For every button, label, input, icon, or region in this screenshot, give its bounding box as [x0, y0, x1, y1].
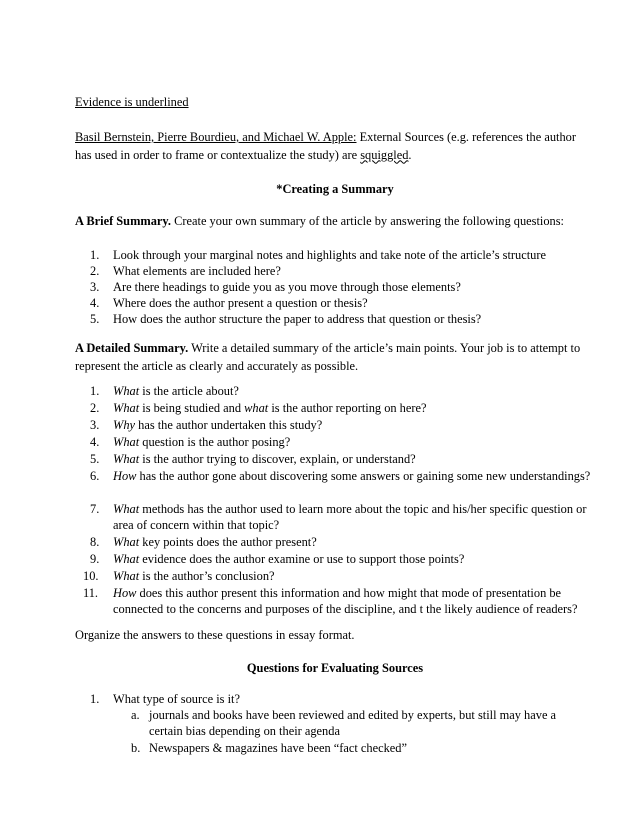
list-item: How does this author present this information and how might that mode of presentation be connected to the concerns and purposes of the discipline, and t the likely audience of readers?	[113, 586, 578, 617]
external-sources-paragraph	[75, 129, 595, 164]
organize-note: Organize the answers to these questions in essay format.	[75, 628, 355, 642]
creating-summary-heading: *Creating a Summary	[276, 182, 394, 196]
sub-list-item: journals and books have been reviewed and edited by experts, but still may have a certain bias depending on their agenda	[149, 708, 557, 739]
list-item: What is the author trying to discover, explain, or understand?	[113, 452, 416, 466]
list-number: 2.	[90, 401, 100, 415]
brief-summary-label: A Brief Summary.	[75, 214, 172, 228]
list-item: What evidence does the author examine or use to support those points?	[113, 552, 465, 566]
sub-list-letter: b.	[131, 741, 141, 755]
list-item: Why has the author undertaken this study?	[113, 418, 323, 432]
sub-list-item: Newspapers & magazines have been “fact checked”	[149, 741, 408, 755]
list-item: How has the author gone about discovering some answers or gaining some new understandings?	[113, 469, 591, 483]
list-number: 4.	[90, 435, 100, 449]
list-number: 1.	[90, 248, 100, 262]
list-number: 4.	[90, 296, 100, 310]
list-item: Are there headings to guide you as you move through those elements?	[113, 280, 461, 294]
sub-list-letter: a.	[131, 708, 140, 722]
list-number: 6.	[90, 469, 100, 483]
external-sources-end: .	[408, 147, 412, 162]
list-number: 5.	[90, 312, 100, 326]
list-item: What type of source is it?	[113, 692, 240, 706]
brief-summary-text: Create your own summary of the article by answering the following questions:	[171, 214, 564, 228]
list-number: 7.	[90, 502, 100, 516]
list-number: 9.	[90, 552, 100, 566]
list-item: How does the author structure the paper to address that question or thesis?	[113, 312, 482, 326]
list-number: 3.	[90, 280, 100, 294]
list-item: What elements are included here?	[113, 264, 281, 278]
list-item: What is the article about?	[113, 384, 239, 398]
list-number: 5.	[90, 452, 100, 466]
detailed-summary-intro	[75, 340, 595, 375]
questions-heading: Questions for Evaluating Sources	[246, 661, 424, 675]
list-item: What question is the author posing?	[113, 435, 291, 449]
brief-summary-intro	[75, 213, 564, 229]
list-item: Look through your marginal notes and highlights and take note of the article’s structure	[113, 248, 546, 262]
list-number: 11.	[83, 586, 99, 600]
list-number: 1.	[90, 384, 100, 398]
detailed-summary-text: Write a detailed summary of the article’s main points. Your job is to attempt to represent the article as clearly and accurately as possible.	[75, 341, 581, 373]
list-item: What key points does the author present?	[113, 535, 317, 549]
list-item: What is being studied and what is the author reporting on here?	[113, 401, 427, 415]
list-number: 10.	[83, 569, 99, 583]
evidence-note: Evidence is underlined	[75, 95, 189, 109]
list-number: 3.	[90, 418, 100, 432]
external-sources-text: External Sources (e.g. references the author has used in order to frame or contextualize the study) are	[75, 130, 576, 162]
detailed-summary-label: A Detailed Summary.	[75, 341, 189, 355]
list-item: What methods has the author used to learn more about the topic and his/her specific question or area of concern within that topic?	[113, 502, 587, 533]
list-item: Where does the author present a question or thesis?	[113, 296, 368, 310]
list-number: 1.	[90, 692, 100, 706]
authors-evidence: Basil Bernstein, Pierre Bourdieu, and Michael W. Apple:	[75, 130, 357, 144]
list-number: 8.	[90, 535, 100, 549]
list-number: 2.	[90, 264, 100, 278]
squiggled-word: squiggled	[360, 147, 409, 162]
list-item: What is the author’s conclusion?	[113, 569, 275, 583]
